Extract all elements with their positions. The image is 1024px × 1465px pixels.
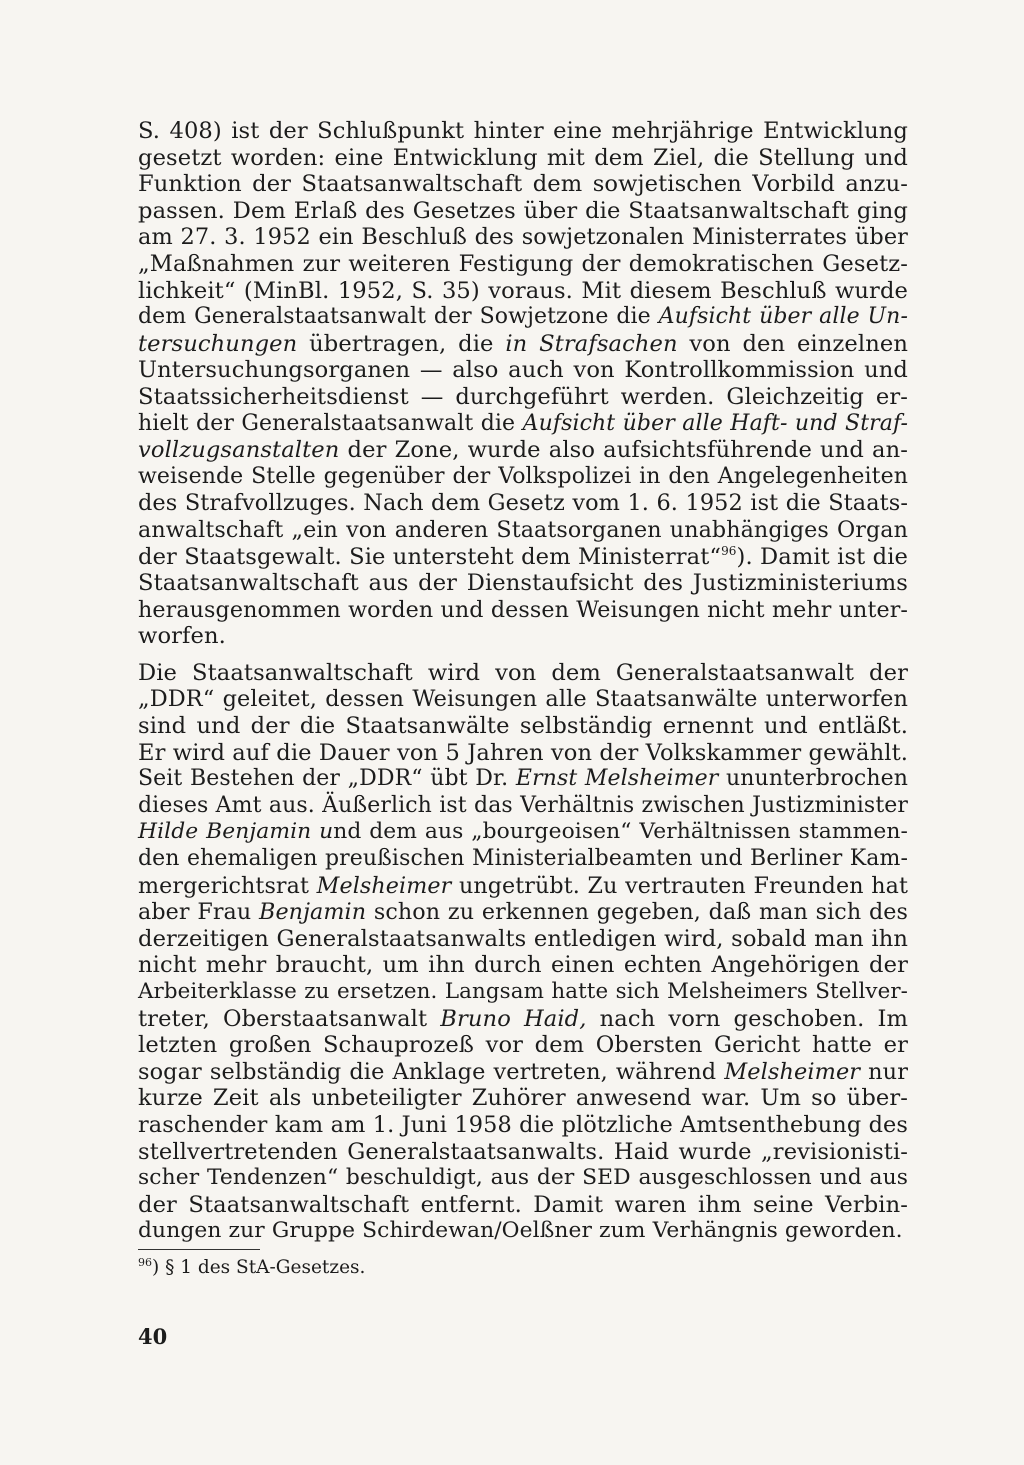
- text-line: [138, 384, 908, 411]
- text-line: [138, 597, 908, 624]
- text-segment: ). Damit ist die: [736, 543, 908, 570]
- text-segment: worfen.: [138, 623, 226, 650]
- text-segment: den ehemaligen preußischen Ministerialbeamten und Berliner Kam-: [138, 846, 908, 872]
- text-segment: mergerichtsrat: [138, 872, 317, 899]
- text-line: [138, 490, 908, 517]
- text-segment: nach vorn geschoben. Im: [586, 1005, 908, 1032]
- text-segment: Untersuchungsorganen — also auch von Kontrollkommission und: [138, 357, 908, 384]
- text-line: [138, 517, 908, 544]
- text-line: [138, 331, 908, 358]
- text-line: [138, 544, 908, 571]
- italic-text: Aufsicht über alle Un-: [658, 304, 908, 330]
- text-segment: scher Tendenzen“ beschuldigt, aus der SED ausgeschlossen und aus: [138, 1165, 908, 1191]
- text-line: [138, 1032, 908, 1059]
- text-segment: derzeitigen Generalstaatsanwalts entledigen wird, sobald man ihn: [138, 925, 908, 952]
- text-line: [138, 411, 908, 438]
- text-segment: von den einzelnen: [677, 330, 908, 357]
- body-text: [138, 118, 908, 1245]
- text-segment: passen. Dem Erlaß des Gesetzes über die Staatsanwaltschaft ging: [138, 197, 908, 224]
- text-line: [138, 926, 908, 953]
- text-line: [138, 224, 908, 251]
- text-segment: Seit Bestehen der „DDR“ übt Dr.: [138, 766, 516, 792]
- italic-text: Melsheimer: [724, 1058, 861, 1085]
- text-segment: nicht mehr braucht, um ihn durch einen echten Angehörigen der: [138, 952, 908, 979]
- text-line: [138, 660, 908, 687]
- text-line: [138, 1192, 908, 1219]
- text-segment: schon zu erkennen gegeben, daß man sich des: [366, 899, 909, 926]
- text-segment: der Zone, wurde also aufsichtsführende und an-: [339, 437, 908, 464]
- text-line: [138, 740, 908, 767]
- footnote-reference: 96: [721, 543, 737, 558]
- text-segment: des Strafvollzuges. Nach dem Gesetz vom 1. 6. 1952 ist die Staats-: [138, 490, 908, 517]
- text-segment: sind und der die Staatsanwälte selbständig ernennt und entläßt.: [138, 713, 908, 740]
- text-line: [138, 278, 908, 305]
- text-segment: anwaltschaft „ein von anderen Staatsorganen unabhängiges Organ: [138, 516, 908, 543]
- text-segment: übertragen, die: [297, 330, 506, 357]
- text-segment: Staatsanwaltschaft aus der Dienstaufsicht des Justizministeriums: [138, 570, 908, 597]
- text-segment: gesetzt worden: eine Entwicklung mit dem Ziel, die Stellung und: [138, 144, 908, 171]
- text-line: [138, 145, 908, 172]
- text-segment: der Staatsgewalt. Sie untersteht dem Ministerrat“: [138, 543, 722, 570]
- text-segment: Staatssicherheitsdienst — durchgeführt werden. Gleichzeitig er-: [138, 383, 908, 410]
- text-line: [138, 713, 908, 740]
- text-line: [138, 873, 908, 900]
- text-line: [138, 570, 908, 597]
- text-segment: stellvertretenden Generalstaatsanwalts. Haid wurde „revisionisti-: [138, 1138, 908, 1165]
- text-line: [138, 464, 908, 491]
- italic-text: Melsheimer: [316, 872, 452, 899]
- text-line: [138, 304, 908, 331]
- italic-text: Benjamin: [259, 899, 367, 926]
- text-segment: letzten großen Schauprozeß vor dem Obersten Gericht hatte er: [138, 1032, 908, 1059]
- text-line: [138, 171, 908, 198]
- text-segment: dem Generalstaatsanwalt der Sowjetzone die: [138, 304, 659, 330]
- text-line: [138, 623, 908, 650]
- text-segment: aber Frau: [138, 899, 260, 926]
- text-line: [138, 819, 908, 846]
- text-segment: nd dem aus „bourgeoisen“ Verhältnissen stammen-: [333, 819, 908, 845]
- italic-text: Bruno Haid,: [440, 1005, 587, 1032]
- text-segment: Arbeiterklasse zu ersetzen. Langsam hatte sich Melsheimers Stellver-: [138, 979, 908, 1004]
- text-segment: raschender kam am 1. Juni 1958 die plötzliche Amtsenthebung des: [138, 1111, 908, 1138]
- text-segment: dieses Amt aus. Äußerlich ist das Verhältnis zwischen Justizminister: [138, 792, 908, 818]
- text-segment: treter, Oberstaatsanwalt: [138, 1005, 441, 1032]
- footnote-separator: [138, 1249, 260, 1250]
- text-segment: S. 408) ist der Schlußpunkt hinter eine mehrjährige Entwicklung: [138, 118, 908, 144]
- text-segment: Er wird auf die Dauer von 5 Jahren von der Volkskammer gewählt.: [138, 739, 909, 766]
- italic-text: Hilde Benjamin u: [138, 819, 334, 845]
- text-line: [138, 437, 908, 464]
- text-segment: herausgenommen worden und dessen Weisungen nicht mehr unter-: [138, 596, 908, 623]
- italic-text: in Strafsachen: [505, 330, 678, 357]
- text-line: [138, 357, 908, 384]
- text-line: [138, 1059, 908, 1086]
- footnote-96: [138, 1256, 365, 1280]
- text-line: [138, 251, 908, 278]
- text-line: [138, 846, 908, 873]
- italic-text: Ernst Melsheimer: [515, 766, 719, 792]
- text-segment: ununterbrochen: [718, 766, 908, 792]
- text-line: [138, 899, 908, 926]
- text-segment: hielt der Generalstaatsanwalt die: [138, 410, 523, 436]
- text-line: [138, 1112, 908, 1139]
- text-segment: am 27. 3. 1952 ein Beschluß des sowjetzonalen Ministerrates über: [138, 224, 908, 251]
- text-line: [138, 118, 908, 145]
- footnote-marker: 96: [138, 1256, 152, 1269]
- italic-text: tersuchungen: [138, 330, 298, 357]
- text-line: [138, 793, 908, 820]
- text-segment: kurze Zeit als unbeteiligter Zuhörer anwesend war. Um so über-: [138, 1085, 908, 1112]
- text-line: [138, 198, 908, 225]
- text-segment: sogar selbständig die Anklage vertreten, während: [138, 1058, 725, 1085]
- text-segment: nur: [860, 1058, 909, 1085]
- text-segment: der Staatsanwaltschaft entfernt. Damit waren ihm seine Verbin-: [138, 1191, 908, 1218]
- text-segment: „DDR“ geleitet, dessen Weisungen alle Staatsanwälte unterworfen: [138, 686, 908, 713]
- text-line: [138, 1085, 908, 1112]
- italic-text: vollzugsanstalten: [138, 437, 340, 464]
- text-segment: Funktion der Staatsanwaltschaft dem sowjetischen Vorbild anzu-: [138, 171, 908, 198]
- text-segment: ungetrübt. Zu vertrauten Freunden hat: [451, 872, 908, 899]
- text-line: [138, 1006, 908, 1033]
- text-line: [138, 1165, 908, 1192]
- text-line: [138, 952, 908, 979]
- text-segment: weisende Stelle gegenüber der Volkspolizei in den Angelegenheiten: [138, 463, 908, 489]
- page-number: 40: [138, 1324, 168, 1349]
- text-segment: „Maßnahmen zur weiteren Festigung der demokratischen Gesetz-: [138, 250, 908, 277]
- text-line: [138, 766, 908, 793]
- text-line: [138, 979, 908, 1006]
- paragraph: [138, 660, 908, 1245]
- text-line: [138, 686, 908, 713]
- italic-text: Aufsicht über alle Haft- und Straf-: [522, 410, 908, 436]
- footnote-text: ) § 1 des StA-Gesetzes.: [152, 1257, 366, 1278]
- text-segment: dungen zur Gruppe Schirdewan/Oelßner zum Verhängnis geworden.: [138, 1218, 903, 1244]
- text-line: [138, 1218, 908, 1245]
- paragraph: [138, 118, 908, 650]
- text-segment: lichkeit“ (MinBl. 1952, S. 35) voraus. Mit diesem Beschluß wurde: [138, 277, 908, 304]
- text-line: [138, 1139, 908, 1166]
- text-segment: Die Staatsanwaltschaft wird von dem Generalstaatsanwalt der: [138, 659, 908, 686]
